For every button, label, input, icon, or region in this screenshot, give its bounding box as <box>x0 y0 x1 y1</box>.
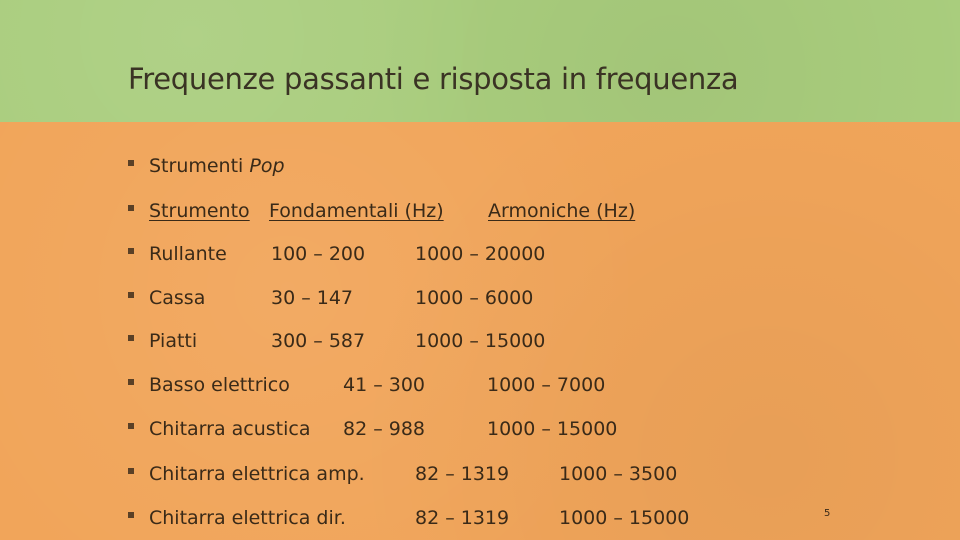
instrument-name: Piatti <box>149 330 198 352</box>
subtitle-prefix: Strumenti <box>149 155 250 177</box>
harmonics-range: 1000 – 3500 <box>559 463 678 485</box>
instrument-name: Cassa <box>149 287 206 309</box>
harmonics-range: 1000 – 15000 <box>559 507 690 529</box>
instrument-name: Rullante <box>149 243 227 265</box>
subtitle-row <box>128 152 848 180</box>
bullet-icon <box>128 379 134 385</box>
fundamental-range: 100 – 200 <box>271 243 366 265</box>
harmonics-range: 1000 – 15000 <box>415 330 546 352</box>
table-row <box>128 460 848 488</box>
fundamental-range: 82 – 988 <box>343 418 426 440</box>
instrument-name: Chitarra elettrica amp. <box>149 463 365 485</box>
instrument-name: Chitarra acustica <box>149 418 311 440</box>
table-row <box>128 371 848 399</box>
fundamental-range: 30 – 147 <box>271 287 354 309</box>
bullet-icon <box>128 423 134 429</box>
fundamental-range: 41 – 300 <box>343 374 426 396</box>
table-row <box>128 504 848 532</box>
slide-title: Frequenze passanti e risposta in frequenza <box>128 62 739 96</box>
table-row <box>128 284 848 312</box>
fundamental-range: 300 – 587 <box>271 330 366 352</box>
harmonics-range: 1000 – 6000 <box>415 287 534 309</box>
instrument-name: Basso elettrico <box>149 374 290 396</box>
title-band <box>0 0 960 122</box>
subtitle-text <box>149 152 285 180</box>
table-header-row <box>128 197 848 225</box>
harmonics-range: 1000 – 7000 <box>487 374 606 396</box>
header-fundamental: Fondamentali (Hz) <box>269 200 444 222</box>
table-row <box>128 327 848 355</box>
harmonics-range: 1000 – 20000 <box>415 243 546 265</box>
subtitle-emphasis: Pop <box>249 155 285 177</box>
bullet-icon <box>128 160 134 166</box>
bullet-icon <box>128 512 134 518</box>
fundamental-range: 82 – 1319 <box>415 507 510 529</box>
harmonics-range: 1000 – 15000 <box>487 418 618 440</box>
instrument-name: Chitarra elettrica dir. <box>149 507 346 529</box>
bullet-icon <box>128 205 134 211</box>
bullet-icon <box>128 468 134 474</box>
page-number: 5 <box>824 508 831 519</box>
bullet-icon <box>128 248 134 254</box>
fundamental-range: 82 – 1319 <box>415 463 510 485</box>
table-row <box>128 415 848 443</box>
header-instrument: Strumento <box>149 200 250 222</box>
bullet-icon <box>128 292 134 298</box>
bullet-icon <box>128 335 134 341</box>
header-harmonics: Armoniche (Hz) <box>488 200 636 222</box>
table-row <box>128 240 848 268</box>
